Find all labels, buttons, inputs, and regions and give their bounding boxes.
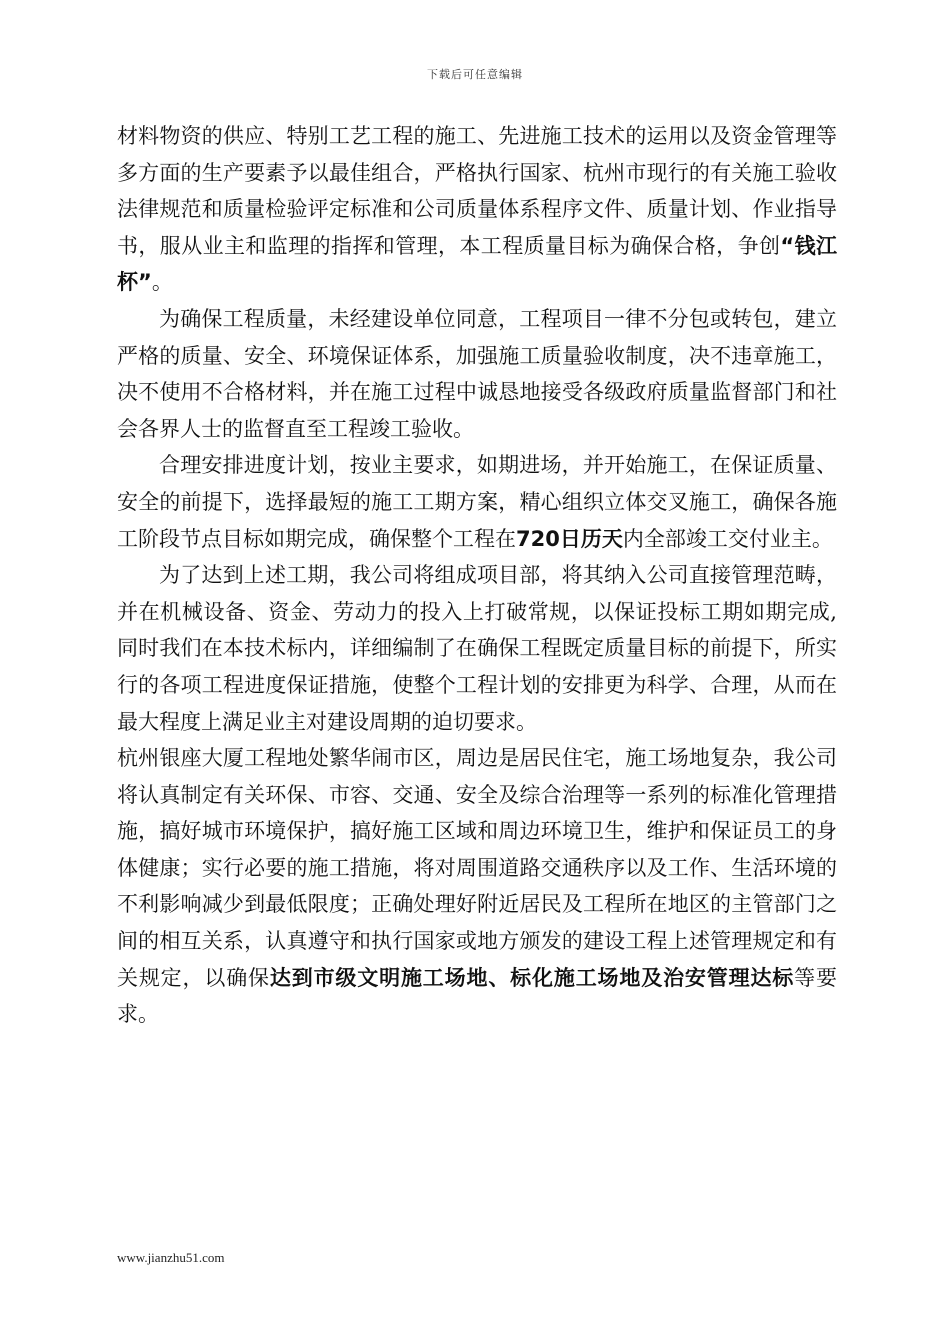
paragraph-text: 。 xyxy=(151,270,173,295)
paragraph-text: 合理安排进度计划，按业主要求，如期进场，并开始施工，在保证质量、安全的前提下，选择最短的施工工期方案，精心组织立体交叉施工，确保各施工阶段节点目标如期完成，确保整个工程在 xyxy=(117,453,837,551)
paragraph-text: 杭州银座大厦工程地处繁华闹市区，周边是居民住宅，施工场地复杂，我公司将认真制定有关环保、市容、交通、安全及综合治理等一系列的标准化管理措施，搞好城市环境保护，搞好施工区域和周边环境卫生，维护和保证员工的身体健康；实行必要的施工措施，将对周围道路交通秩序以及工作、生活环境的不利影响减少到最低限度；正确处理好附近居民及工程所在地区的主管部门之间的相互关系，认真遵守和执行国家或地方颁发的建设工程上述管理规定和有关规定，以确保 xyxy=(117,746,837,990)
paragraph-schedule xyxy=(117,447,837,557)
standards-highlight: 达到市级文明施工场地、标化施工场地及治安管理达标 xyxy=(269,965,795,990)
paragraph-site-environment xyxy=(117,740,837,1033)
paragraph-text: 内全部竣工交付业主。 xyxy=(622,526,833,551)
paragraph-quality-assurance: 为确保工程质量，未经建设单位同意，工程项目一律不分包或转包，建立严格的质量、安全、环境保证体系，加强施工质量验收制度，决不违章施工，决不使用不合格材料，并在施工过程中诚恳地接受各级政府质量监督部门和社会各界人士的监督直至工程竣工验收。 xyxy=(117,306,837,441)
paragraph-text: 材料物资的供应、特别工艺工程的施工、先进施工技术的运用以及资金管理等多方面的生产要素予以最佳组合，严格执行国家、杭州市现行的有关施工验收法律规范和质量检验评定标准和公司质量体系程序文件、质量计划、作业指导书，服从业主和监理的指挥和管理，本工程质量目标为确保合格，争创 xyxy=(117,124,837,258)
page-footer-url: www.jianzhu51.com xyxy=(117,1250,225,1265)
paragraph-quality-goal xyxy=(117,118,837,301)
paragraph-text: 等要求。 xyxy=(117,965,837,1027)
page-header: 下载后可任意编辑 xyxy=(427,68,523,81)
paragraph-project-management: 为了达到上述工期，我公司将组成项目部，将其纳入公司直接管理范畴，并在机械设备、资金、劳动力的投入上打破常规，以保证投标工期如期完成,同时我们在本技术标内，详细编制了在确保工程既定质量目标的前提下，所实行的各项工程进度保证措施，使整个工程计划的安排更为科学、合理，从而在最大程度上满足业主对建设周期的迫切要求。 xyxy=(117,563,837,734)
document-body xyxy=(117,118,837,1033)
duration-highlight: 720日历天 xyxy=(516,526,623,551)
award-name: “钱江杯” xyxy=(117,233,837,295)
